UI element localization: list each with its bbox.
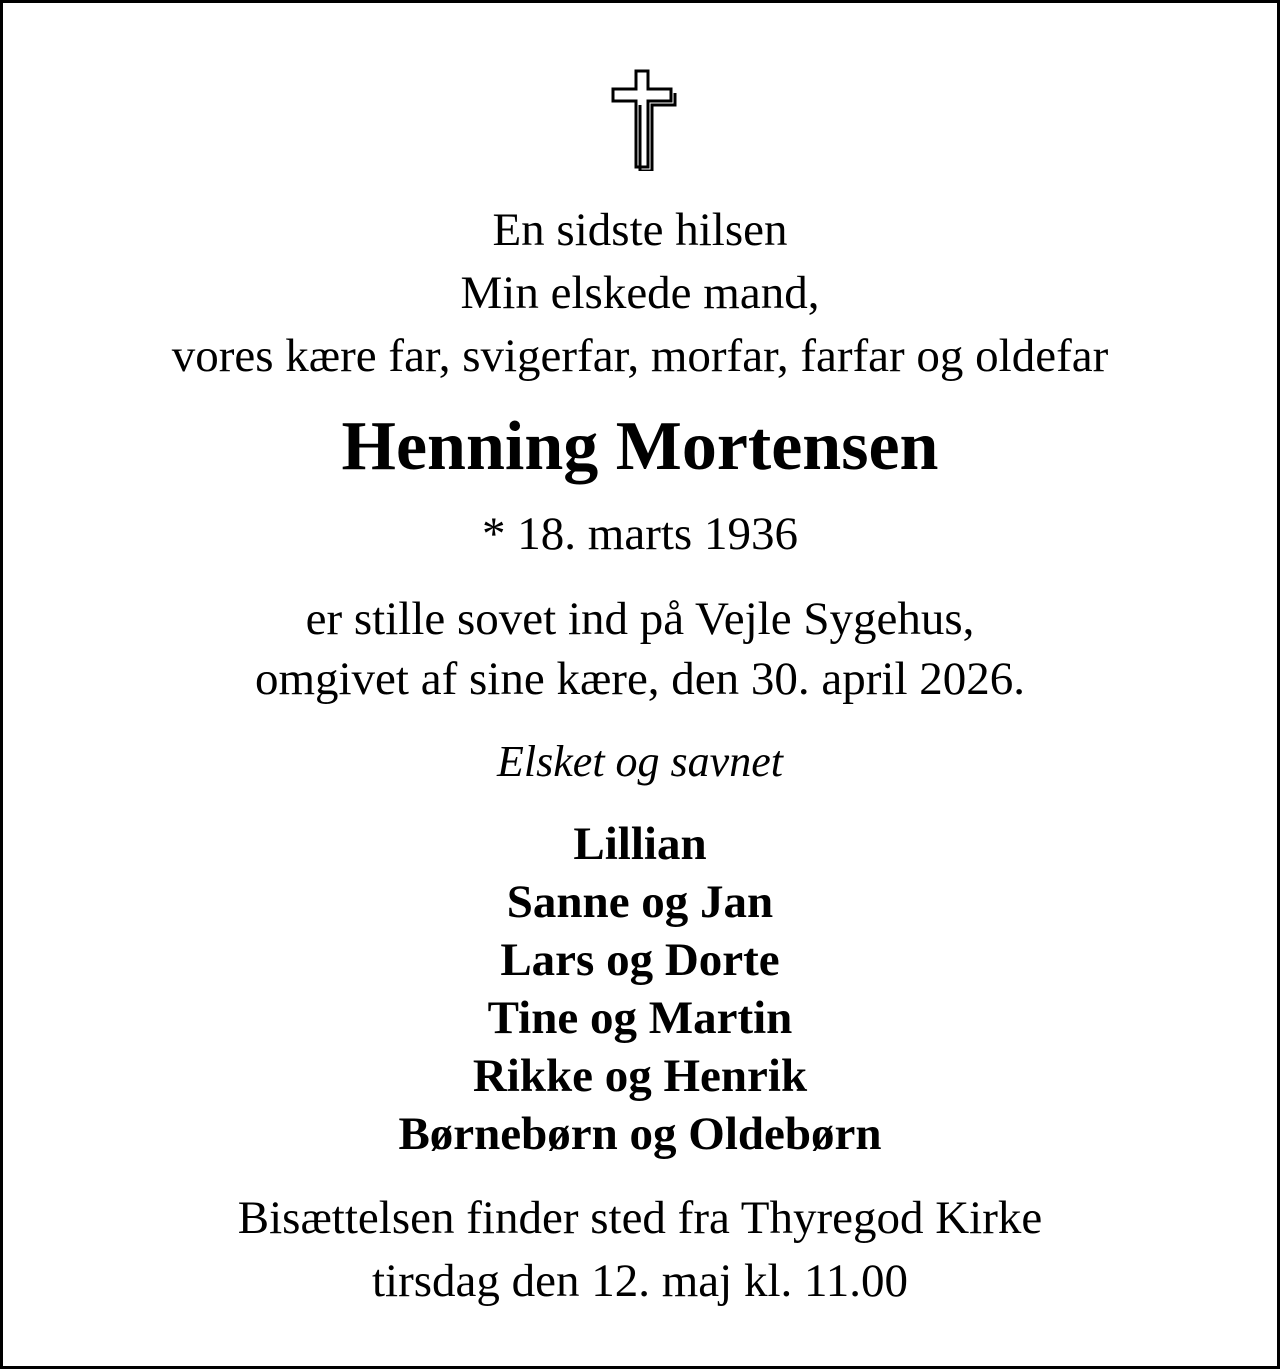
deceased-name: Henning Mortensen [341,408,939,485]
death-notice-line: er stille sovet ind på Vejle Sygehus, [305,593,975,645]
greeting-line: En sidste hilsen [492,204,788,256]
death-notice [3,589,1277,709]
cross-icon [609,69,677,171]
greeting-line: Min elskede mand, [460,267,820,319]
tagline: Elsket og savnet [497,737,783,786]
greeting-line: vores kære far, svigerfar, morfar, farfar og oldefar [171,330,1109,382]
mourner-name: Tine og Martin [487,992,793,1044]
greeting [3,199,1277,388]
funeral-info [3,1187,1277,1313]
mourner-name: Børnebørn og Oldebørn [398,1108,882,1160]
mourners-list [3,815,1277,1163]
mourner-name: Lars og Dorte [500,934,780,986]
funeral-info-line: Bisættelsen finder sted fra Thyregod Kirke [237,1192,1043,1244]
birth-date: * 18. marts 1936 [482,508,798,560]
mourner-name: Rikke og Henrik [472,1050,808,1102]
mourner-name: Lillian [573,818,707,870]
mourner-name: Sanne og Jan [506,876,774,928]
death-notice-line: omgivet af sine kære, den 30. april 2026. [254,653,1026,705]
funeral-info-line: tirsdag den 12. maj kl. 11.00 [371,1255,909,1307]
